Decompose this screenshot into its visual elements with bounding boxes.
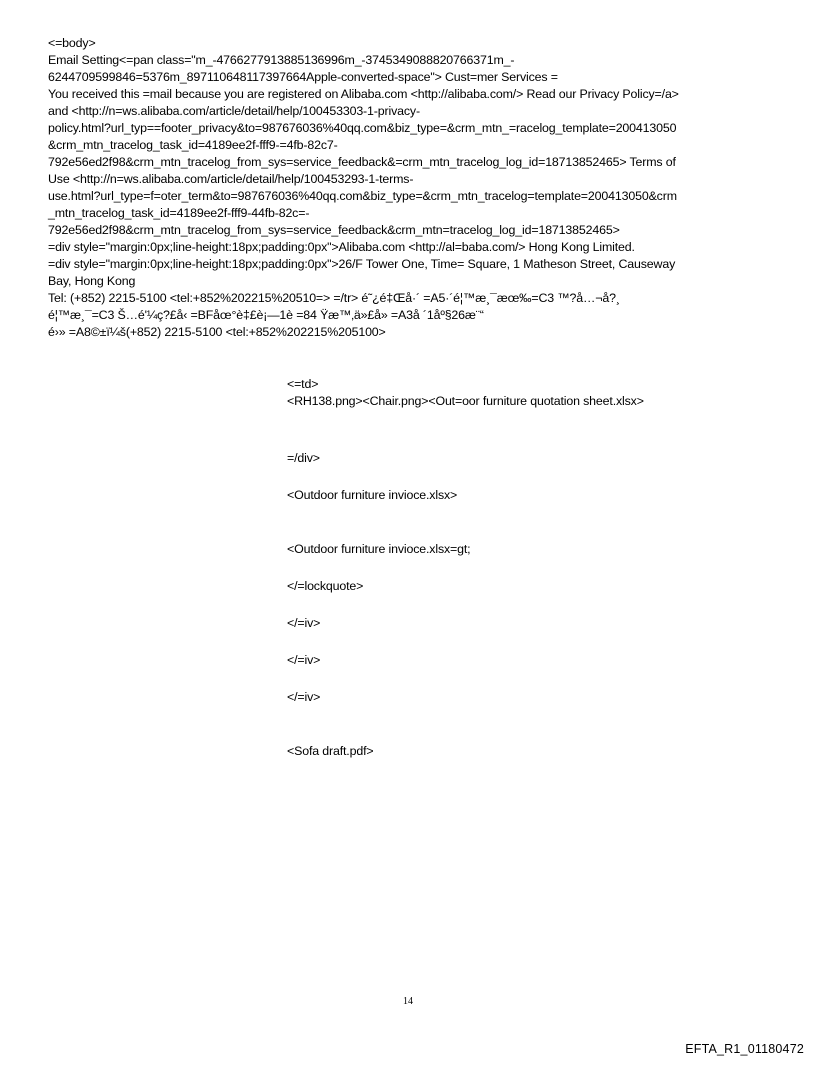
body-line: and <http://n=ws.alibaba.com/article/detail/help/100453303-1-privacy- [48, 104, 420, 118]
body-line: _mtn_tracelog_task_id=4189ee2f-fff9-44fb-82c=- [48, 206, 310, 220]
page-number: 14 [403, 996, 413, 1007]
attachment-line: </=lockquote> [287, 579, 364, 593]
body-line: &crm_mtn_tracelog_task_id=4189ee2f-fff9-=4fb-82c7- [48, 138, 338, 152]
body-line: 792e56ed2f98&crm_mtn_tracelog_from_sys=service_feedback&crm_mtn=tracelog_log_id=18713852465> [48, 223, 620, 237]
attachment-line: <RH138.png><Chair.png><Out=oor furniture quotation sheet.xlsx> [287, 394, 644, 408]
attachment-line: =/div> [287, 451, 320, 465]
body-line: policy.html?url_typ==footer_privacy&to=987676036%40qq.com&biz_type=&crm_mtn_=racelog_template=200413050 [48, 121, 677, 135]
body-line: Tel: (+852) 2215-5100 <tel:+852%202215%20510=> =/tr> é˜¿é‡Œå·´ =A5·´é¦™æ¸¯æœ‰=C3 ™?å…¬å?¸ [48, 291, 620, 305]
body-line: You received this =mail because you are registered on Alibaba.com <http://alibaba.com/> Read our Privacy Policy=/a> [48, 87, 679, 101]
body-line: use.html?url_type=f=oter_term&to=987676036%40qq.com&biz_type=&crm_mtn_tracelog=template=200413050&crm [48, 189, 677, 203]
body-line: 792e56ed2f98&crm_mtn_tracelog_from_sys=service_feedback&=crm_mtn_tracelog_log_id=18713852465> Terms of [48, 155, 676, 169]
email-body-text [48, 35, 778, 341]
attachment-line: </=iv> [287, 616, 321, 630]
bates-number: EFTA_R1_01180472 [685, 1042, 804, 1056]
body-line: Use <http://n=ws.alibaba.com/article/detail/help/100453293-1-terms- [48, 172, 414, 186]
attachment-line: <Sofa draft.pdf> [287, 744, 374, 758]
attachment-list [287, 376, 767, 760]
body-line: 6244709599846=5376m_897110648117397664Apple-converted-space"> Cust=mer Services = [48, 70, 558, 84]
body-line: =div style="margin:0px;line-height:18px;padding:0px">Alibaba.com <http://al=baba.com/> Hong Kong Limited. [48, 240, 635, 254]
body-line: <=body> [48, 36, 96, 50]
attachment-line: <Outdoor furniture invioce.xlsx=gt; [287, 542, 471, 556]
attachment-line: </=iv> [287, 690, 321, 704]
attachment-line: </=iv> [287, 653, 321, 667]
body-line: Bay, Hong Kong [48, 274, 136, 288]
body-line: =div style="margin:0px;line-height:18px;padding:0px">26/F Tower One, Time= Square, 1 Matheson Street, Causeway [48, 257, 676, 271]
body-line: é›» =A8©±ï¼š(+852) 2215-5100 <tel:+852%202215%205100> [48, 325, 386, 339]
body-line: Email Setting<=pan class="m_-4766277913885136996m_-3745349088820766371m_- [48, 53, 515, 67]
attachment-line: <=td> [287, 377, 319, 391]
attachment-line: <Outdoor furniture invioce.xlsx> [287, 488, 458, 502]
body-line: é¦™æ¸¯=C3 Š…é'¼ç?£å‹ =BFåœ°è‡£è¡—1è =84 Ÿæ™‚ä»£å» =A3å ´1åº§26æ¨“ [48, 308, 484, 322]
